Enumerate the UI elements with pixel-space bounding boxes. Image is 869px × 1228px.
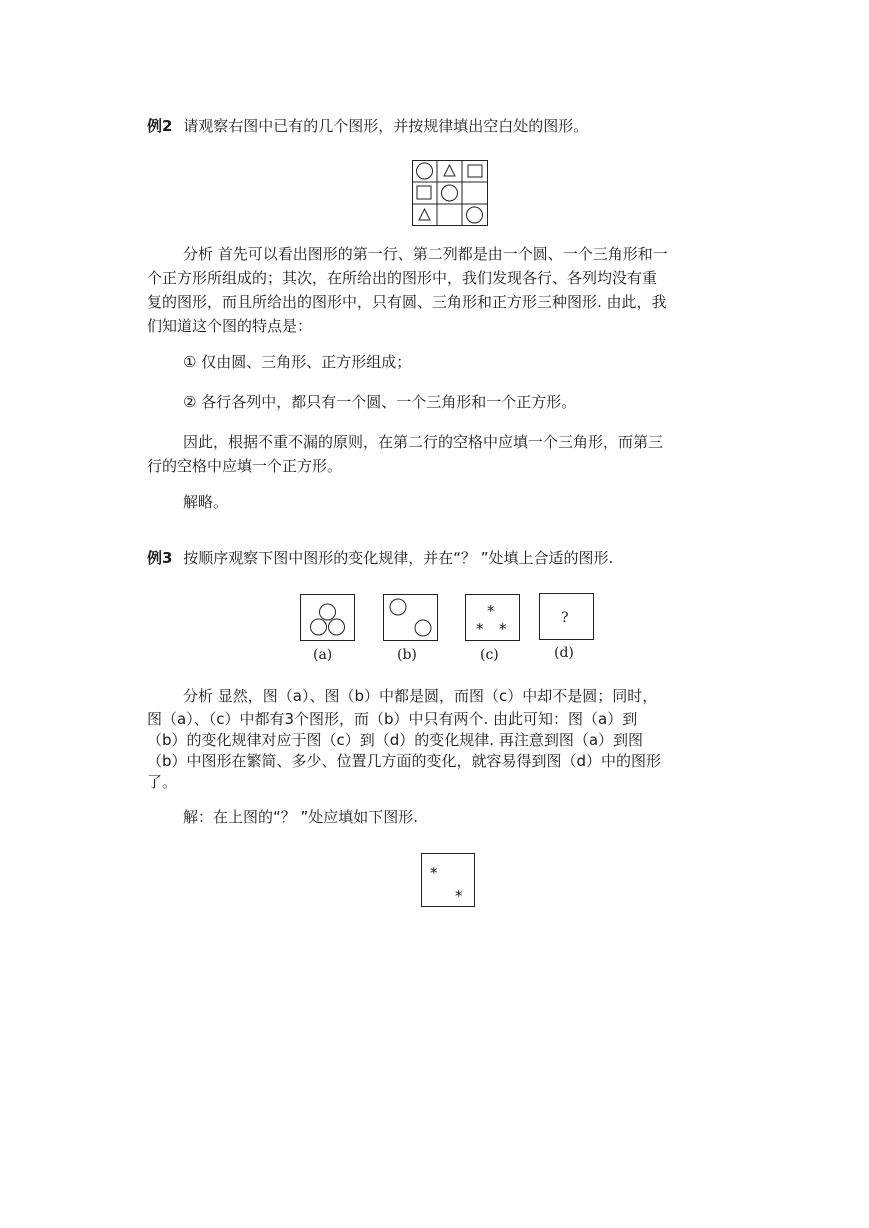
ex2-analysis-line-2: 个正方形所组成的；其次，在所给出的图形中，我们发现各行、各列均没有重 xyxy=(147,269,658,287)
figure-d-question-mark: ? xyxy=(561,610,569,626)
ex3-analysis-line-1: 分析 显然，图（a）、图（b）中都是圆，而图（c）中却不是圆；同时， xyxy=(183,687,658,705)
ex2-conclusion-line-1: 因此，根据不重不漏的原则，在第二行的空格中应填一个三角形，而第三 xyxy=(183,433,664,451)
figure-b xyxy=(383,594,438,641)
figure-c-star: * xyxy=(499,620,507,638)
ex3-analysis-line-5: 了。 xyxy=(147,773,178,791)
ex3-analysis-line-3: （b）的变化规律对应于图（c）到（d）的变化规律. 再注意到图（a）到图 xyxy=(147,731,644,749)
grid-circle xyxy=(467,207,483,223)
grid-triangle xyxy=(444,165,455,176)
figure-a-label: (a) xyxy=(313,647,333,663)
figure-c-star: * xyxy=(487,602,495,620)
figure-d-label: (d) xyxy=(554,645,574,661)
ex3-analysis-line-4: （b）中图形在繁简、多少、位置几方面的变化，就容易得到图（d）中的图形 xyxy=(147,752,662,770)
figure-b-circle xyxy=(415,620,431,636)
answer-star: * xyxy=(455,887,463,905)
figure-b-label: (b) xyxy=(397,647,417,663)
ex2-analysis-line-3: 复的图形，而且所给出的图形中，只有圆、三角形和正方形三种图形. 由此，我 xyxy=(147,293,667,311)
grid-square xyxy=(468,165,482,177)
ex2-point-2: ② 各行各列中，都只有一个圆、一个三角形和一个正方形。 xyxy=(183,393,577,411)
figure-c-label: (c) xyxy=(480,647,499,663)
answer-figure xyxy=(421,853,475,907)
answer-star: * xyxy=(430,864,438,882)
shape-grid xyxy=(412,160,488,226)
figure-c-star: * xyxy=(476,620,484,638)
grid-circle xyxy=(442,185,458,201)
figure-a-circle xyxy=(329,619,345,635)
ex2-conclusion-line-2: 行的空格中应填一个正方形。 xyxy=(147,457,343,475)
example-3-label: 例3 xyxy=(147,549,173,567)
example-2-question: 请观察右图中已有的几个图形，并按规律填出空白处的图形。 xyxy=(183,117,589,135)
ex3-answer: 解：在上图的“？ ”处应填如下图形. xyxy=(183,808,419,826)
grid-circle xyxy=(417,163,433,179)
ex2-point-1: ① 仅由圆、三角形、正方形组成； xyxy=(183,353,412,371)
figure-c xyxy=(465,594,520,641)
figure-a-circle xyxy=(320,604,336,620)
figure-b-circle xyxy=(390,599,406,615)
ex3-analysis-line-2: 图（a）、（c）中都有3个图形，而（b）中只有两个. 由此可知：图（a）到 xyxy=(147,710,638,728)
figure-a-circle xyxy=(311,619,327,635)
example-3-heading xyxy=(147,548,613,568)
ex2-analysis-line-1: 分析 首先可以看出图形的第一行、第二列都是由一个圆、一个三角形和一 xyxy=(183,245,668,263)
example-3-question: 按顺序观察下图中图形的变化规律，并在“？ ”处填上合适的图形. xyxy=(183,549,614,567)
figure-d xyxy=(539,593,594,640)
ex2-solution: 解略。 xyxy=(183,493,229,511)
example-2-heading xyxy=(147,116,588,136)
grid-square xyxy=(417,186,431,199)
figure-a xyxy=(300,594,355,641)
grid-triangle xyxy=(419,209,430,220)
example-2-label: 例2 xyxy=(147,117,173,135)
ex2-analysis-line-4: 们知道这个图的特点是： xyxy=(147,317,313,335)
